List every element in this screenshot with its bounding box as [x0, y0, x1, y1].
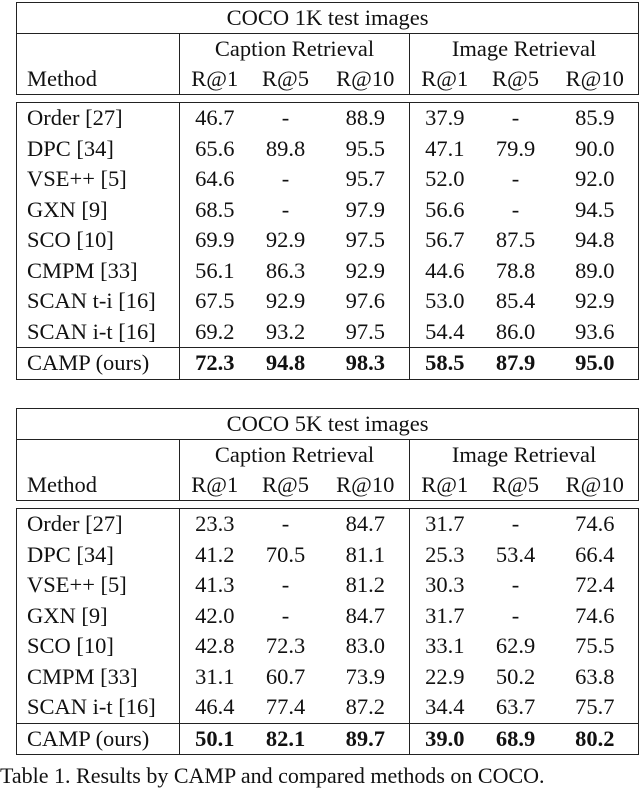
value-cell: 95.7	[322, 164, 410, 195]
ours-value-cell: 82.1	[250, 723, 322, 755]
table-title-row	[17, 3, 639, 34]
value-cell: 25.3	[425, 541, 465, 567]
value-cell: 97.9	[322, 195, 410, 226]
header-gap	[17, 95, 639, 103]
method-cell: DPC [34]	[17, 540, 180, 571]
table-row	[17, 317, 639, 348]
value-cell: 87.2	[322, 692, 410, 723]
image-retrieval-header: Image Retrieval	[410, 34, 639, 65]
table-row	[17, 103, 639, 134]
value-cell: 23.3	[180, 509, 250, 540]
value-cell: 64.6	[195, 166, 235, 192]
value-cell: 97.5	[322, 225, 410, 256]
table-row	[17, 286, 639, 317]
value-cell: 92.9	[265, 227, 306, 253]
value-cell: 94.8	[552, 225, 639, 256]
method-cell: GXN [9]	[17, 195, 180, 226]
table-row	[17, 570, 639, 601]
value-cell: 93.2	[265, 318, 306, 344]
metric-column-header: R@5	[250, 64, 322, 95]
group-header-row	[17, 34, 639, 65]
method-cell: SCO [10]	[17, 225, 180, 256]
table-row	[17, 134, 639, 165]
value-cell: 70.5	[265, 541, 306, 567]
value-cell: 74.6	[552, 509, 639, 540]
value-cell: 79.9	[495, 135, 536, 161]
value-cell: 31.1	[195, 663, 235, 689]
method-cell: Order [27]	[17, 509, 180, 540]
method-cell: SCAN t-i [16]	[17, 286, 180, 317]
value-cell: 75.5	[552, 631, 639, 662]
value-cell: 42.0	[195, 602, 235, 628]
method-column-header: Method	[17, 470, 180, 501]
group-header-row	[17, 440, 639, 471]
value-cell: -	[511, 602, 520, 628]
value-cell: 62.9	[495, 633, 536, 659]
value-cell: 90.0	[552, 134, 639, 165]
ours-row	[17, 348, 639, 380]
ours-value-cell: 95.0	[552, 348, 639, 380]
value-cell: 95.5	[322, 134, 410, 165]
value-cell: 31.7	[410, 509, 480, 540]
value-cell: -	[281, 196, 290, 222]
value-cell: 92.0	[552, 164, 639, 195]
method-cell: GXN [9]	[17, 601, 180, 632]
table-row	[17, 195, 639, 226]
ours-value-cell: 89.7	[322, 723, 410, 755]
value-cell: 88.9	[322, 103, 410, 134]
ours-value-cell: 80.2	[552, 723, 639, 755]
column-header-row	[17, 470, 639, 501]
value-cell: 47.1	[425, 135, 465, 161]
metric-column-header: R@10	[322, 64, 410, 95]
method-cell: SCO [10]	[17, 631, 180, 662]
metric-column-header: R@10	[322, 470, 410, 501]
table-row	[17, 225, 639, 256]
value-cell: 84.7	[322, 509, 410, 540]
table-row	[17, 509, 639, 540]
gap-cell	[17, 95, 639, 103]
method-header-spacer	[17, 34, 180, 65]
value-cell: 92.9	[552, 286, 639, 317]
gap-cell	[17, 501, 639, 509]
value-cell: 56.1	[195, 257, 235, 283]
value-cell: -	[480, 103, 552, 134]
ours-value-cell: 50.1	[180, 723, 250, 755]
value-cell: 46.4	[195, 694, 235, 720]
value-cell: 41.2	[195, 541, 235, 567]
value-cell: 81.1	[322, 540, 410, 571]
metric-column-header: R@10	[552, 470, 639, 501]
value-cell: 53.4	[495, 541, 536, 567]
method-cell: SCAN i-t [16]	[17, 692, 180, 723]
value-cell: 86.0	[495, 318, 536, 344]
value-cell: 92.9	[322, 256, 410, 287]
ours-value-cell: 98.3	[322, 348, 410, 380]
table-row	[17, 601, 639, 632]
metric-column-header: R@1	[410, 64, 480, 95]
value-cell: 72.4	[552, 570, 639, 601]
value-cell: 75.7	[552, 692, 639, 723]
value-cell: 46.7	[180, 103, 250, 134]
value-cell: 34.4	[425, 694, 465, 720]
ours-value-cell: 58.5	[410, 348, 480, 380]
value-cell: 54.4	[425, 318, 465, 344]
ours-value-cell: 94.8	[250, 348, 322, 380]
method-cell: SCAN i-t [16]	[17, 317, 180, 348]
value-cell: -	[250, 509, 322, 540]
table-row	[17, 692, 639, 723]
metric-column-header: R@5	[480, 64, 552, 95]
header-gap	[17, 501, 639, 509]
value-cell: 94.5	[552, 195, 639, 226]
value-cell: 42.8	[195, 633, 235, 659]
value-cell: 33.1	[425, 633, 465, 659]
method-cell: VSE++ [5]	[17, 570, 180, 601]
column-header-row	[17, 64, 639, 95]
value-cell: 69.2	[195, 318, 235, 344]
method-header-spacer	[17, 440, 180, 471]
value-cell: 53.0	[425, 288, 465, 314]
ours-value-cell: 39.0	[410, 723, 480, 755]
metric-column-header: R@1	[180, 64, 250, 95]
ours-method-cell: CAMP (ours)	[17, 723, 180, 755]
metric-column-header: R@5	[480, 470, 552, 501]
table-title: COCO 1K test images	[17, 3, 639, 34]
value-cell: 44.6	[425, 257, 465, 283]
coco-1k-results-table	[16, 2, 639, 380]
value-cell: -	[281, 166, 290, 192]
value-cell: 73.9	[322, 662, 410, 693]
value-cell: 67.5	[195, 288, 235, 314]
table-row	[17, 164, 639, 195]
metric-column-header: R@1	[180, 470, 250, 501]
value-cell: 74.6	[552, 601, 639, 632]
metric-column-header: R@10	[552, 64, 639, 95]
value-cell: 31.7	[425, 602, 465, 628]
table-row	[17, 631, 639, 662]
value-cell: 30.3	[425, 572, 465, 598]
value-cell: -	[281, 572, 290, 598]
value-cell: 56.6	[425, 196, 465, 222]
value-cell: 81.2	[322, 570, 410, 601]
table-row	[17, 256, 639, 287]
method-cell: VSE++ [5]	[17, 164, 180, 195]
coco-5k-results-table	[16, 408, 639, 755]
value-cell: 89.8	[265, 135, 306, 161]
value-cell: 66.4	[552, 540, 639, 571]
value-cell: 68.5	[195, 196, 235, 222]
table-title: COCO 5K test images	[17, 409, 639, 440]
ours-value-cell: 68.9	[480, 723, 552, 755]
table-row	[17, 540, 639, 571]
value-cell: 78.8	[495, 257, 536, 283]
ours-value-cell: 87.9	[480, 348, 552, 380]
value-cell: -	[511, 196, 520, 222]
value-cell: 97.5	[322, 317, 410, 348]
table-caption: Table 1. Results by CAMP and compared methods on COCO.	[0, 763, 545, 788]
value-cell: 86.3	[265, 257, 306, 283]
value-cell: 56.7	[425, 227, 465, 253]
value-cell: 83.0	[322, 631, 410, 662]
value-cell: -	[511, 572, 520, 598]
method-cell: CMPM [33]	[17, 256, 180, 287]
value-cell: 37.9	[410, 103, 480, 134]
ours-row	[17, 723, 639, 755]
value-cell: 93.6	[552, 317, 639, 348]
value-cell: 84.7	[322, 601, 410, 632]
value-cell: 60.7	[265, 663, 306, 689]
value-cell: -	[281, 602, 290, 628]
value-cell: 41.3	[195, 572, 235, 598]
value-cell: 22.9	[425, 663, 465, 689]
method-column-header: Method	[17, 64, 180, 95]
value-cell: 97.6	[322, 286, 410, 317]
value-cell: 89.0	[552, 256, 639, 287]
caption-retrieval-header: Caption Retrieval	[180, 440, 410, 471]
caption-retrieval-header: Caption Retrieval	[180, 34, 410, 65]
value-cell: 69.9	[195, 227, 235, 253]
value-cell: 85.4	[495, 288, 536, 314]
value-cell: 85.9	[552, 103, 639, 134]
value-cell: -	[480, 509, 552, 540]
value-cell: 65.6	[195, 135, 235, 161]
ours-value-cell: 72.3	[180, 348, 250, 380]
table-title-row	[17, 409, 639, 440]
value-cell: 77.4	[265, 694, 306, 720]
image-retrieval-header: Image Retrieval	[410, 440, 639, 471]
ours-method-cell: CAMP (ours)	[17, 348, 180, 380]
value-cell: 63.8	[552, 662, 639, 693]
value-cell: 87.5	[495, 227, 536, 253]
value-cell: 92.9	[265, 288, 306, 314]
table-row	[17, 662, 639, 693]
value-cell: 72.3	[265, 633, 306, 659]
value-cell: 63.7	[495, 694, 536, 720]
value-cell: -	[250, 103, 322, 134]
method-cell: DPC [34]	[17, 134, 180, 165]
value-cell: 52.0	[425, 166, 465, 192]
value-cell: -	[511, 166, 520, 192]
metric-column-header: R@5	[250, 470, 322, 501]
metric-column-header: R@1	[410, 470, 480, 501]
value-cell: 50.2	[495, 663, 536, 689]
method-cell: CMPM [33]	[17, 662, 180, 693]
method-cell: Order [27]	[17, 103, 180, 134]
